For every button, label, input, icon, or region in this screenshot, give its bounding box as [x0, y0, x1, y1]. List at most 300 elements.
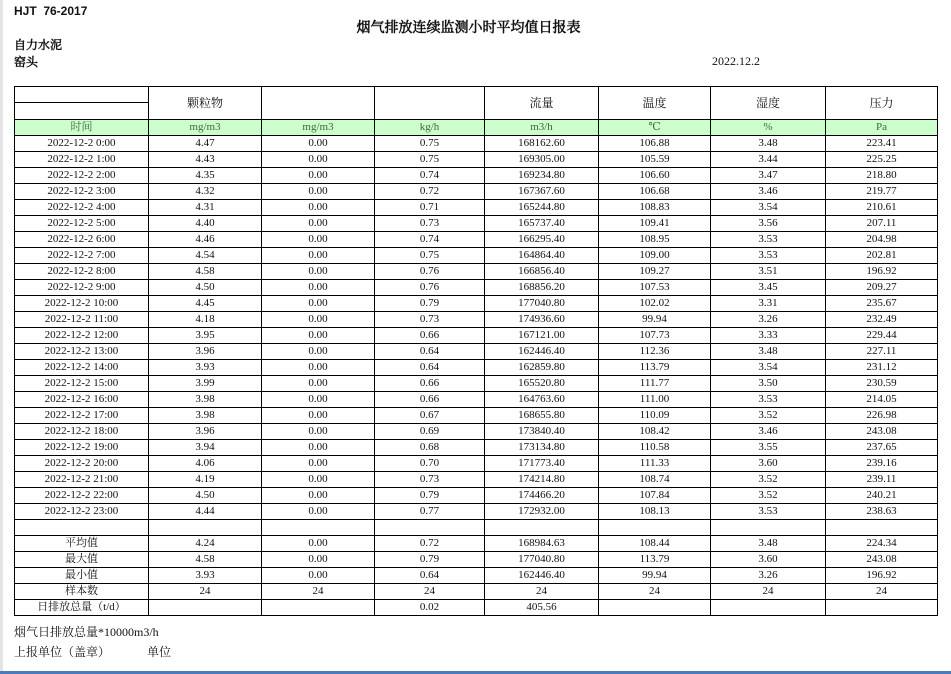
value-cell: [711, 600, 826, 616]
value-cell: 110.58: [599, 440, 711, 456]
value-cell: 4.19: [149, 472, 262, 488]
value-cell: 168856.20: [485, 280, 599, 296]
corner-bottom-cell: [15, 103, 148, 119]
value-cell: 3.53: [711, 248, 826, 264]
hourly-data-row: [15, 216, 938, 232]
value-cell: 108.74: [599, 472, 711, 488]
value-cell: 3.52: [711, 408, 826, 424]
value-cell: 111.00: [599, 392, 711, 408]
value-cell: 3.96: [149, 344, 262, 360]
value-cell: 207.11: [826, 216, 938, 232]
value-cell: 3.46: [711, 184, 826, 200]
value-cell: 239.16: [826, 456, 938, 472]
value-cell: 0.64: [375, 344, 485, 360]
value-cell: 112.36: [599, 344, 711, 360]
value-cell: 4.31: [149, 200, 262, 216]
value-cell: 177040.80: [485, 296, 599, 312]
summary-row: [15, 568, 938, 584]
row-label-cell: 2022-12-2 9:00: [15, 280, 149, 296]
value-cell: 106.60: [599, 168, 711, 184]
value-cell: 3.99: [149, 376, 262, 392]
value-cell: 107.73: [599, 328, 711, 344]
value-cell: 218.80: [826, 168, 938, 184]
row-label-cell: 2022-12-2 16:00: [15, 392, 149, 408]
value-cell: 3.52: [711, 488, 826, 504]
row-label-cell: 2022-12-2 23:00: [15, 504, 149, 520]
value-cell: 0.00: [262, 296, 375, 312]
column-header-temperature: 温度: [599, 87, 711, 120]
value-cell: 204.98: [826, 232, 938, 248]
value-cell: 162446.40: [485, 344, 599, 360]
value-cell: 0.00: [262, 424, 375, 440]
hourly-data-row: [15, 312, 938, 328]
row-label-cell: 2022-12-2 1:00: [15, 152, 149, 168]
value-cell: 166295.40: [485, 232, 599, 248]
value-cell: 24: [826, 584, 938, 600]
value-cell: 4.18: [149, 312, 262, 328]
value-cell: 108.42: [599, 424, 711, 440]
unit-mg-m3-2: mg/m3: [262, 120, 375, 136]
hourly-data-row: [15, 472, 938, 488]
value-cell: 202.81: [826, 248, 938, 264]
value-cell: 3.46: [711, 424, 826, 440]
value-cell: 3.60: [711, 456, 826, 472]
value-cell: 4.45: [149, 296, 262, 312]
value-cell: 0.00: [262, 232, 375, 248]
value-cell: 0.00: [262, 200, 375, 216]
value-cell: [599, 600, 711, 616]
value-cell: [826, 600, 938, 616]
empty-cell: [485, 520, 599, 536]
value-cell: [262, 600, 375, 616]
row-label-cell: 2022-12-2 17:00: [15, 408, 149, 424]
value-cell: 4.40: [149, 216, 262, 232]
value-cell: 223.41: [826, 136, 938, 152]
value-cell: 4.50: [149, 488, 262, 504]
value-cell: 24: [375, 584, 485, 600]
value-cell: 3.45: [711, 280, 826, 296]
value-cell: 165244.80: [485, 200, 599, 216]
row-label-cell: 2022-12-2 0:00: [15, 136, 149, 152]
value-cell: 235.67: [826, 296, 938, 312]
value-cell: 169305.00: [485, 152, 599, 168]
page-title: 烟气排放连续监测小时平均值日报表: [356, 19, 581, 35]
value-cell: 0.79: [375, 488, 485, 504]
value-cell: 239.11: [826, 472, 938, 488]
value-cell: 173840.40: [485, 424, 599, 440]
value-cell: 165520.80: [485, 376, 599, 392]
value-cell: 229.44: [826, 328, 938, 344]
hourly-data-row: [15, 280, 938, 296]
corner-header-cell: [15, 87, 149, 120]
value-cell: 0.71: [375, 200, 485, 216]
value-cell: 3.98: [149, 408, 262, 424]
row-label-cell: 2022-12-2 21:00: [15, 472, 149, 488]
group-header-row: [15, 87, 938, 120]
value-cell: 0.00: [262, 312, 375, 328]
value-cell: 243.08: [826, 424, 938, 440]
value-cell: 3.98: [149, 392, 262, 408]
value-cell: 0.75: [375, 136, 485, 152]
value-cell: 0.77: [375, 504, 485, 520]
row-label-cell: 最大值: [15, 552, 149, 568]
monitoring-data-table: [14, 86, 938, 616]
empty-cell: [262, 520, 375, 536]
value-cell: 24: [599, 584, 711, 600]
hourly-data-row: [15, 408, 938, 424]
value-cell: 174466.20: [485, 488, 599, 504]
unit-celsius: ℃: [599, 120, 711, 136]
value-cell: 0.00: [262, 264, 375, 280]
column-header-humidity: 湿度: [711, 87, 826, 120]
value-cell: 4.44: [149, 504, 262, 520]
value-cell: 108.83: [599, 200, 711, 216]
row-label-cell: 样本数: [15, 584, 149, 600]
report-header: [0, 0, 951, 86]
value-cell: 106.68: [599, 184, 711, 200]
row-label-cell: 2022-12-2 10:00: [15, 296, 149, 312]
row-label-cell: 2022-12-2 11:00: [15, 312, 149, 328]
window-left-edge: [0, 0, 3, 674]
value-cell: 0.74: [375, 168, 485, 184]
value-cell: [149, 600, 262, 616]
value-cell: 3.95: [149, 328, 262, 344]
value-cell: 4.35: [149, 168, 262, 184]
value-cell: 0.00: [262, 168, 375, 184]
value-cell: 24: [485, 584, 599, 600]
hourly-data-row: [15, 504, 938, 520]
value-cell: 0.68: [375, 440, 485, 456]
row-label-cell: 2022-12-2 7:00: [15, 248, 149, 264]
value-cell: 0.66: [375, 376, 485, 392]
value-cell: 214.05: [826, 392, 938, 408]
hourly-data-row: [15, 232, 938, 248]
value-cell: 168984.63: [485, 536, 599, 552]
column-header-particulate: 颗粒物: [149, 87, 262, 120]
value-cell: 0.00: [262, 488, 375, 504]
value-cell: 3.51: [711, 264, 826, 280]
hourly-data-row: [15, 488, 938, 504]
value-cell: 102.02: [599, 296, 711, 312]
value-cell: 0.66: [375, 392, 485, 408]
row-label-cell: 2022-12-2 5:00: [15, 216, 149, 232]
hourly-data-row: [15, 392, 938, 408]
value-cell: 0.73: [375, 216, 485, 232]
value-cell: 162446.40: [485, 568, 599, 584]
value-cell: 3.48: [711, 536, 826, 552]
value-cell: 108.44: [599, 536, 711, 552]
value-cell: 0.00: [262, 248, 375, 264]
company-name: 自力水泥: [14, 38, 63, 52]
value-cell: 113.79: [599, 552, 711, 568]
value-cell: 3.48: [711, 136, 826, 152]
value-cell: 0.67: [375, 408, 485, 424]
value-cell: 109.41: [599, 216, 711, 232]
unit-header-row: [15, 120, 938, 136]
value-cell: 110.09: [599, 408, 711, 424]
value-cell: 0.00: [262, 184, 375, 200]
value-cell: 3.94: [149, 440, 262, 456]
value-cell: 0.00: [262, 536, 375, 552]
value-cell: 107.53: [599, 280, 711, 296]
unit-mg-m3-1: mg/m3: [149, 120, 262, 136]
unit-m3-h: m3/h: [485, 120, 599, 136]
value-cell: 0.00: [262, 136, 375, 152]
value-cell: 0.79: [375, 552, 485, 568]
value-cell: 177040.80: [485, 552, 599, 568]
hourly-data-row: [15, 344, 938, 360]
value-cell: 0.69: [375, 424, 485, 440]
value-cell: 165737.40: [485, 216, 599, 232]
value-cell: 3.55: [711, 440, 826, 456]
row-label-cell: 平均值: [15, 536, 149, 552]
value-cell: 0.64: [375, 568, 485, 584]
unit-pa: Pa: [826, 120, 938, 136]
value-cell: 168162.60: [485, 136, 599, 152]
value-cell: 226.98: [826, 408, 938, 424]
row-label-cell: 2022-12-2 19:00: [15, 440, 149, 456]
value-cell: 109.27: [599, 264, 711, 280]
value-cell: 164763.60: [485, 392, 599, 408]
value-cell: 3.44: [711, 152, 826, 168]
reporting-unit-label: 上报单位（盖章）: [14, 645, 111, 659]
value-cell: 0.00: [262, 152, 375, 168]
hourly-data-row: [15, 168, 938, 184]
value-cell: 111.77: [599, 376, 711, 392]
value-cell: 405.56: [485, 600, 599, 616]
value-cell: 162859.80: [485, 360, 599, 376]
summary-row: [15, 584, 938, 600]
value-cell: 3.33: [711, 328, 826, 344]
column-header-pressure: 压力: [826, 87, 938, 120]
value-cell: 210.61: [826, 200, 938, 216]
value-cell: 0.76: [375, 264, 485, 280]
value-cell: 3.54: [711, 360, 826, 376]
value-cell: 4.06: [149, 456, 262, 472]
value-cell: 0.00: [262, 504, 375, 520]
value-cell: 0.73: [375, 312, 485, 328]
value-cell: 232.49: [826, 312, 938, 328]
value-cell: 3.56: [711, 216, 826, 232]
value-cell: 237.65: [826, 440, 938, 456]
value-cell: 4.24: [149, 536, 262, 552]
value-cell: 166856.40: [485, 264, 599, 280]
total-emission-note: 烟气日排放总量*10000m3/h: [14, 625, 159, 639]
row-label-cell: 日排放总量（t/d）: [15, 600, 149, 616]
value-cell: 24: [262, 584, 375, 600]
row-label-cell: 2022-12-2 12:00: [15, 328, 149, 344]
hourly-data-row: [15, 360, 938, 376]
value-cell: 231.12: [826, 360, 938, 376]
value-cell: 3.93: [149, 568, 262, 584]
value-cell: 0.00: [262, 328, 375, 344]
value-cell: 3.47: [711, 168, 826, 184]
value-cell: 0.72: [375, 184, 485, 200]
summary-row: [15, 552, 938, 568]
value-cell: 109.00: [599, 248, 711, 264]
value-cell: 3.26: [711, 312, 826, 328]
value-cell: 0.02: [375, 600, 485, 616]
value-cell: 0.00: [262, 280, 375, 296]
empty-cell: [375, 520, 485, 536]
summary-row: [15, 600, 938, 616]
value-cell: 164864.40: [485, 248, 599, 264]
row-label-cell: 2022-12-2 18:00: [15, 424, 149, 440]
value-cell: 99.94: [599, 568, 711, 584]
spacer-body: [15, 520, 938, 536]
hourly-data-row: [15, 136, 938, 152]
value-cell: 225.25: [826, 152, 938, 168]
value-cell: 24: [149, 584, 262, 600]
value-cell: 107.84: [599, 488, 711, 504]
report-footer: [14, 623, 951, 660]
column-header-blank-2: [375, 87, 485, 120]
hourly-data-row: [15, 440, 938, 456]
hourly-data-row: [15, 328, 938, 344]
value-cell: 167367.60: [485, 184, 599, 200]
value-cell: 106.88: [599, 136, 711, 152]
value-cell: 174936.60: [485, 312, 599, 328]
value-cell: 0.76: [375, 280, 485, 296]
row-label-cell: 2022-12-2 4:00: [15, 200, 149, 216]
value-cell: 3.53: [711, 392, 826, 408]
value-cell: 167121.00: [485, 328, 599, 344]
value-cell: 174214.80: [485, 472, 599, 488]
value-cell: 111.33: [599, 456, 711, 472]
value-cell: 0.00: [262, 568, 375, 584]
value-cell: 113.79: [599, 360, 711, 376]
value-cell: 3.50: [711, 376, 826, 392]
value-cell: 238.63: [826, 504, 938, 520]
value-cell: 3.96: [149, 424, 262, 440]
value-cell: 243.08: [826, 552, 938, 568]
value-cell: 0.75: [375, 248, 485, 264]
value-cell: 0.00: [262, 440, 375, 456]
value-cell: 0.00: [262, 376, 375, 392]
value-cell: 196.92: [826, 264, 938, 280]
column-header-flow: 流量: [485, 87, 599, 120]
summary-body: [15, 536, 938, 616]
row-label-cell: 2022-12-2 13:00: [15, 344, 149, 360]
value-cell: 3.60: [711, 552, 826, 568]
value-cell: 173134.80: [485, 440, 599, 456]
value-cell: 0.73: [375, 472, 485, 488]
value-cell: 4.46: [149, 232, 262, 248]
value-cell: 24: [711, 584, 826, 600]
value-cell: 0.00: [262, 344, 375, 360]
empty-cell: [599, 520, 711, 536]
value-cell: 0.00: [262, 392, 375, 408]
row-label-cell: 最小值: [15, 568, 149, 584]
value-cell: 0.72: [375, 536, 485, 552]
hourly-data-row: [15, 248, 938, 264]
value-cell: 3.53: [711, 232, 826, 248]
monitoring-point-name: 窑头: [14, 55, 39, 69]
summary-row: [15, 536, 938, 552]
empty-cell: [149, 520, 262, 536]
hourly-data-body: [15, 136, 938, 520]
value-cell: 4.58: [149, 264, 262, 280]
value-cell: 196.92: [826, 568, 938, 584]
value-cell: 0.66: [375, 328, 485, 344]
value-cell: 230.59: [826, 376, 938, 392]
hourly-data-row: [15, 376, 938, 392]
row-label-cell: 2022-12-2 6:00: [15, 232, 149, 248]
spacer-row: [15, 520, 938, 536]
value-cell: 3.52: [711, 472, 826, 488]
value-cell: 0.70: [375, 456, 485, 472]
value-cell: 169234.80: [485, 168, 599, 184]
value-cell: 4.50: [149, 280, 262, 296]
time-column-header: 时间: [15, 120, 149, 136]
hourly-data-row: [15, 200, 938, 216]
value-cell: 4.32: [149, 184, 262, 200]
row-label-cell: 2022-12-2 22:00: [15, 488, 149, 504]
value-cell: 172932.00: [485, 504, 599, 520]
corner-top-cell: [15, 87, 148, 103]
value-cell: 0.79: [375, 296, 485, 312]
empty-cell: [826, 520, 938, 536]
value-cell: 3.26: [711, 568, 826, 584]
row-label-cell: 2022-12-2 20:00: [15, 456, 149, 472]
value-cell: 4.47: [149, 136, 262, 152]
unit-label: 单位: [147, 645, 172, 659]
value-cell: 168655.80: [485, 408, 599, 424]
value-cell: 3.53: [711, 504, 826, 520]
unit-percent: %: [711, 120, 826, 136]
value-cell: 0.64: [375, 360, 485, 376]
row-label-cell: 2022-12-2 2:00: [15, 168, 149, 184]
row-label-cell: 2022-12-2 14:00: [15, 360, 149, 376]
value-cell: 224.34: [826, 536, 938, 552]
empty-cell: [711, 520, 826, 536]
unit-kg-h: kg/h: [375, 120, 485, 136]
report-date: 2022.12.2: [712, 54, 760, 68]
value-cell: 4.54: [149, 248, 262, 264]
row-label-cell: 2022-12-2 15:00: [15, 376, 149, 392]
value-cell: 209.27: [826, 280, 938, 296]
value-cell: 4.58: [149, 552, 262, 568]
value-cell: 171773.40: [485, 456, 599, 472]
value-cell: 227.11: [826, 344, 938, 360]
signature-row: [14, 643, 951, 660]
value-cell: 0.75: [375, 152, 485, 168]
hourly-data-row: [15, 152, 938, 168]
value-cell: 0.00: [262, 216, 375, 232]
value-cell: 240.21: [826, 488, 938, 504]
value-cell: 3.93: [149, 360, 262, 376]
value-cell: 219.77: [826, 184, 938, 200]
value-cell: 4.43: [149, 152, 262, 168]
column-header-blank-1: [262, 87, 375, 120]
value-cell: 0.00: [262, 552, 375, 568]
row-label-cell: 2022-12-2 3:00: [15, 184, 149, 200]
value-cell: 0.00: [262, 408, 375, 424]
hourly-data-row: [15, 424, 938, 440]
standard-code: HJT 76-2017: [14, 4, 88, 18]
hourly-data-row: [15, 296, 938, 312]
value-cell: 105.59: [599, 152, 711, 168]
hourly-data-row: [15, 264, 938, 280]
value-cell: 3.48: [711, 344, 826, 360]
hourly-data-row: [15, 184, 938, 200]
value-cell: 108.95: [599, 232, 711, 248]
hourly-data-row: [15, 456, 938, 472]
value-cell: 0.00: [262, 456, 375, 472]
row-label-cell: 2022-12-2 8:00: [15, 264, 149, 280]
value-cell: 0.00: [262, 360, 375, 376]
value-cell: 99.94: [599, 312, 711, 328]
